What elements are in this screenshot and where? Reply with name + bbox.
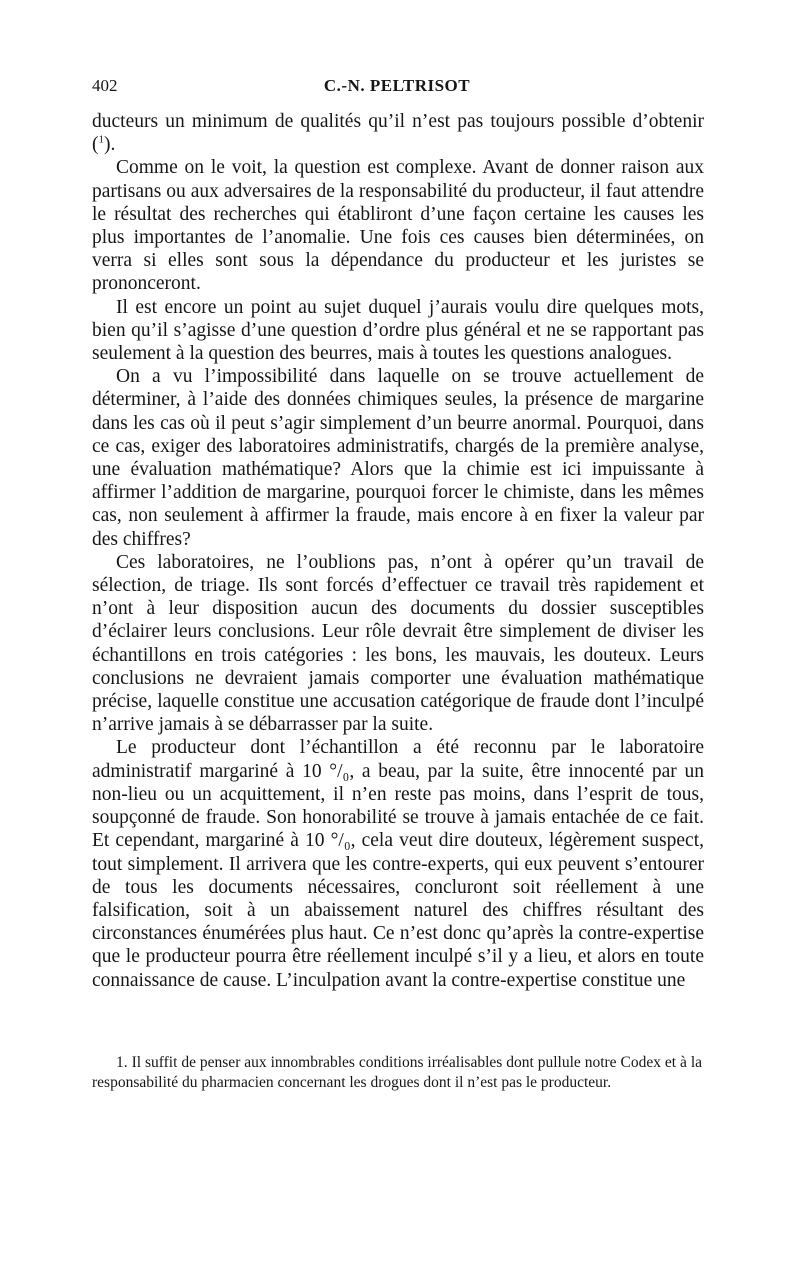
body-text — [92, 110, 704, 992]
paragraph-text-end: ). — [104, 134, 116, 156]
paragraph: Il est encore un point au sujet duquel j’aurais voulu dire quelques mots, bien qu’il s’agisse d’une question d’ordre plus général et ne se rapportant pas seulement à la question des beurres, mais à toutes les questions analogues. — [92, 296, 704, 365]
paragraph-continued — [92, 110, 704, 156]
running-head — [92, 76, 702, 102]
page-number: 402 — [92, 76, 118, 95]
paragraph: Ces laboratoires, ne l’oublions pas, n’ont à opérer qu’un travail de sélection, de triage. Ils sont forcés d’effectuer ce travail très rapidement et n’ont à leur disposition aucun des documents du dossier susceptibles d’éclairer leurs conclusions. Leur rôle devrait être simplement de diviser les échantillons en trois catégories : les bons, les mauvais, les douteux. Leurs conclusions ne devraient jamais comporter une évaluation mathématique précise, laquelle constitue une accusation catégorique de fraude dont l’inculpé n’arrive jamais à se débarrasser par la suite. — [92, 551, 704, 736]
paragraph-text: ducteurs un minimum de qualités qu’il n’est pas toujours possible d’obtenir ( — [92, 111, 704, 156]
paragraph: Comme on le voit, la question est complexe. Avant de donner raison aux partisans ou aux adversaires de la responsabilité du producteur, il faut attendre le résultat des recherches qui établiront d’une façon certaine les causes les plus importantes de l’anomalie. Une fois ces causes bien déterminées, on verra si elles sont sous la dépendance du producteur et les juristes se prononceront. — [92, 157, 704, 295]
paragraph: Le producteur dont l’échantillon a été reconnu par le laboratoire administratif margariné à 10 °/₀, a beau, par la suite, être innocenté par un non-lieu ou un acquittement, il n’en reste pas moins, dans l’esprit de tous, soupçonné de fraude. Son honorabilité se trouve à jamais entachée de ce fait. Et cependant, margariné à 10 °/₀, cela veut dire douteux, légèrement suspect, tout simplement. Il arrivera que les contre-experts, qui eux peuvent s’entourer de tous les documents nécessaires, concluront soit réellement à une falsification, soit à un abaissement naturel des chiffres résultant des circonstances énumérées plus haut. Ce n’est donc qu’après la contre-expertise que le producteur pourra être réellement inculpé s’il y a lieu, et alors en toute connaissance de cause. L’inculpation avant la contre-expertise constitue une — [92, 737, 704, 991]
paragraph: On a vu l’impossibilité dans laquelle on se trouve actuellement de déterminer, à l’aide des données chimiques seules, la présence de margarine dans les cas où il peut s’agir simplement d’un beurre anormal. Pourquoi, dans ce cas, exiger des laboratoires administratifs, chargés de la première analyse, une évaluation mathématique? Alors que la chimie est ici impuissante à affirmer l’addition de margarine, pourquoi forcer le chimiste, dans les mêmes cas, non seulement à affirmer la fraude, mais encore à en fixer la valeur par des chiffres? — [92, 366, 704, 550]
footnote-number: 1. — [116, 1054, 128, 1071]
running-title: C.-N. PELTRISOT — [323, 76, 471, 95]
footnote-text: Il suffit de penser aux innombrables conditions irréalisables dont pullule notre Codex et à la responsabilité du pharmacien concernant les drogues dont il n’est pas le producteur. — [92, 1054, 703, 1091]
footnote — [92, 1053, 702, 1092]
footnote-reference: 1 — [98, 133, 104, 146]
